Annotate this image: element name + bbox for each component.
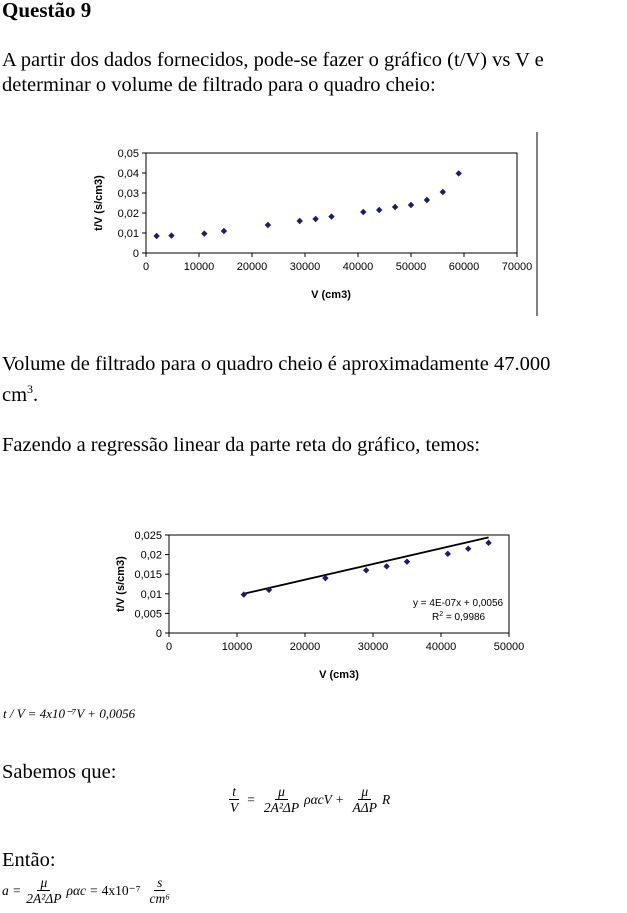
chart-1-x-axis <box>143 253 532 273</box>
chart-2-point <box>241 591 247 597</box>
formula-a-units: $\frac{s}{\text{cm⁶}}$ <box>149 875 170 906</box>
volume-line-1: Volume de filtrado para o quadro cheio é aproximadamente 47.000 <box>2 353 551 375</box>
formula-main-lhs: $\frac{t}{V}$ <box>230 784 239 815</box>
chart-2-y-tick-label: 0 <box>155 628 162 640</box>
chart-1-x-tick-label: 70000 <box>501 261 533 273</box>
chart-1-x-tick-label: 50000 <box>395 261 427 273</box>
chart-2-point <box>445 551 451 557</box>
chart-1-point <box>424 197 430 203</box>
formula-main <box>225 784 390 815</box>
chart-2-x-axis <box>166 633 524 653</box>
chart-2-y-tick-label: 0,02 <box>140 549 162 562</box>
chart-1-y-tick-label: 0,01 <box>117 228 139 240</box>
formula-a-term: ραc <box>66 882 87 898</box>
chart-2-x-tick-label: 20000 <box>289 641 321 653</box>
chart-2-y-tick-label: 0,005 <box>134 608 162 621</box>
chart-1-point <box>392 204 398 210</box>
chart-1-y-tick-label: 0,04 <box>117 168 139 180</box>
chart-2-y-tick-label: 0,01 <box>140 588 162 601</box>
chart-2-point <box>465 546 471 552</box>
chart-1 <box>0 128 627 320</box>
chart-1-point <box>376 207 382 213</box>
formula-main-term-2: R <box>381 791 391 807</box>
chart-1-x-label: V (cm3) <box>311 289 351 301</box>
intro-line-2: determinar o volume de filtrado para o quadro cheio: <box>2 74 436 96</box>
chart-2-y-label: t/V (s/cm3) <box>115 556 127 612</box>
formula-a-value: 4x10⁻⁷ <box>101 882 141 898</box>
chart-1-point <box>153 233 159 239</box>
formula-main-term-1: ραcV <box>304 791 332 807</box>
chart-2-trendline <box>244 537 489 593</box>
chart-1-point <box>201 230 207 236</box>
chart-1-x-tick-label: 20000 <box>236 261 268 273</box>
chart-2-x-tick-label: 50000 <box>493 641 525 653</box>
chart-1-point <box>360 209 366 215</box>
chart-1-point <box>168 232 174 238</box>
formula-a-lhs: a = <box>2 882 22 898</box>
formula-a-equals: = <box>90 882 98 898</box>
chart-2-r-squared: $R^2 = 0,9986$ <box>432 611 486 623</box>
chart-2-x-tick-label: 40000 <box>425 641 457 653</box>
chart-1-point <box>265 222 271 228</box>
chart-2-x-tick-label: 10000 <box>221 641 253 653</box>
chart-1-point <box>297 218 303 224</box>
chart-2-x-tick-label: 30000 <box>357 641 389 653</box>
chart-1-point <box>328 213 334 219</box>
chart-1-point <box>408 202 414 208</box>
chart-2-y-tick-label: 0,025 <box>134 530 162 542</box>
chart-1-x-tick-label: 30000 <box>289 261 321 273</box>
chart-2-point <box>404 558 410 564</box>
volume-paragraph <box>2 352 550 408</box>
chart-1-y-tick-label: 0,02 <box>117 208 139 220</box>
chart-2-y-axis <box>134 530 169 640</box>
chart-1-y-axis <box>118 148 146 260</box>
chart-2-point <box>485 540 491 546</box>
regression-equation: t / V = 4x10⁻⁷V + 0,0056 <box>3 706 136 721</box>
volume-period: . <box>33 383 39 406</box>
chart-2-x-tick-label: 0 <box>165 641 173 653</box>
chart-1-y-tick-label: 0 <box>132 248 139 260</box>
chart-1-plot-area <box>146 153 517 253</box>
chart-1-y-tick-label: 0,03 <box>117 188 139 200</box>
volume-line-2 <box>2 377 550 408</box>
formula-main-equals: = <box>247 791 255 807</box>
chart-1-x-tick-label: 10000 <box>183 261 215 273</box>
chart-2-point <box>383 563 389 569</box>
formula-main-plus: + <box>335 791 344 807</box>
regression-paragraph: Fazendo a regressão linear da parte reta do gráfico, temos: <box>2 434 481 456</box>
chart-2-trend-equation: y = 4E-07x + 0,0056 <box>413 598 504 609</box>
volume-unit: cm <box>2 383 28 406</box>
chart-1-y-label: t/V (s/cm3) <box>93 175 105 231</box>
question-heading: Questão 9 <box>2 0 92 22</box>
formula-main-fraction-1: $\frac{\mu}{\text{2A²ΔP}}$ <box>263 784 300 815</box>
chart-1-x-tick-label: 0 <box>142 261 150 273</box>
intro-line-1: A partir dos dados fornecidos, pode-se fazer o gráfico (t/V) vs V e <box>2 49 544 71</box>
volume-unit-exponent: 3 <box>27 382 34 396</box>
formula-a-fraction: $\frac{\mu}{\text{2A²ΔP}}$ <box>26 875 62 906</box>
chart-2-y-tick-label: 0,015 <box>134 569 162 582</box>
chart-1-point <box>221 228 227 234</box>
intro-paragraph <box>2 48 544 98</box>
chart-2 <box>0 520 627 690</box>
chart-2-point <box>363 567 369 573</box>
chart-1-y-tick-label: 0,05 <box>117 148 139 160</box>
formula-main-fraction-2: $\frac{\mu}{\text{AΔP}}$ <box>352 784 377 815</box>
chart-2-points <box>241 540 492 598</box>
chart-2-x-label: V (cm3) <box>319 669 359 681</box>
chart-1-point <box>312 216 318 222</box>
chart-1-x-tick-label: 40000 <box>342 261 374 273</box>
chart-1-x-tick-label: 60000 <box>448 261 480 273</box>
chart-1-point <box>440 189 446 195</box>
sabemos-label: Sabemos que: <box>2 761 117 783</box>
formula-a <box>2 875 175 906</box>
chart-1-point <box>456 170 462 176</box>
entao-label: Então: <box>2 849 56 871</box>
chart-1-points <box>153 170 462 239</box>
